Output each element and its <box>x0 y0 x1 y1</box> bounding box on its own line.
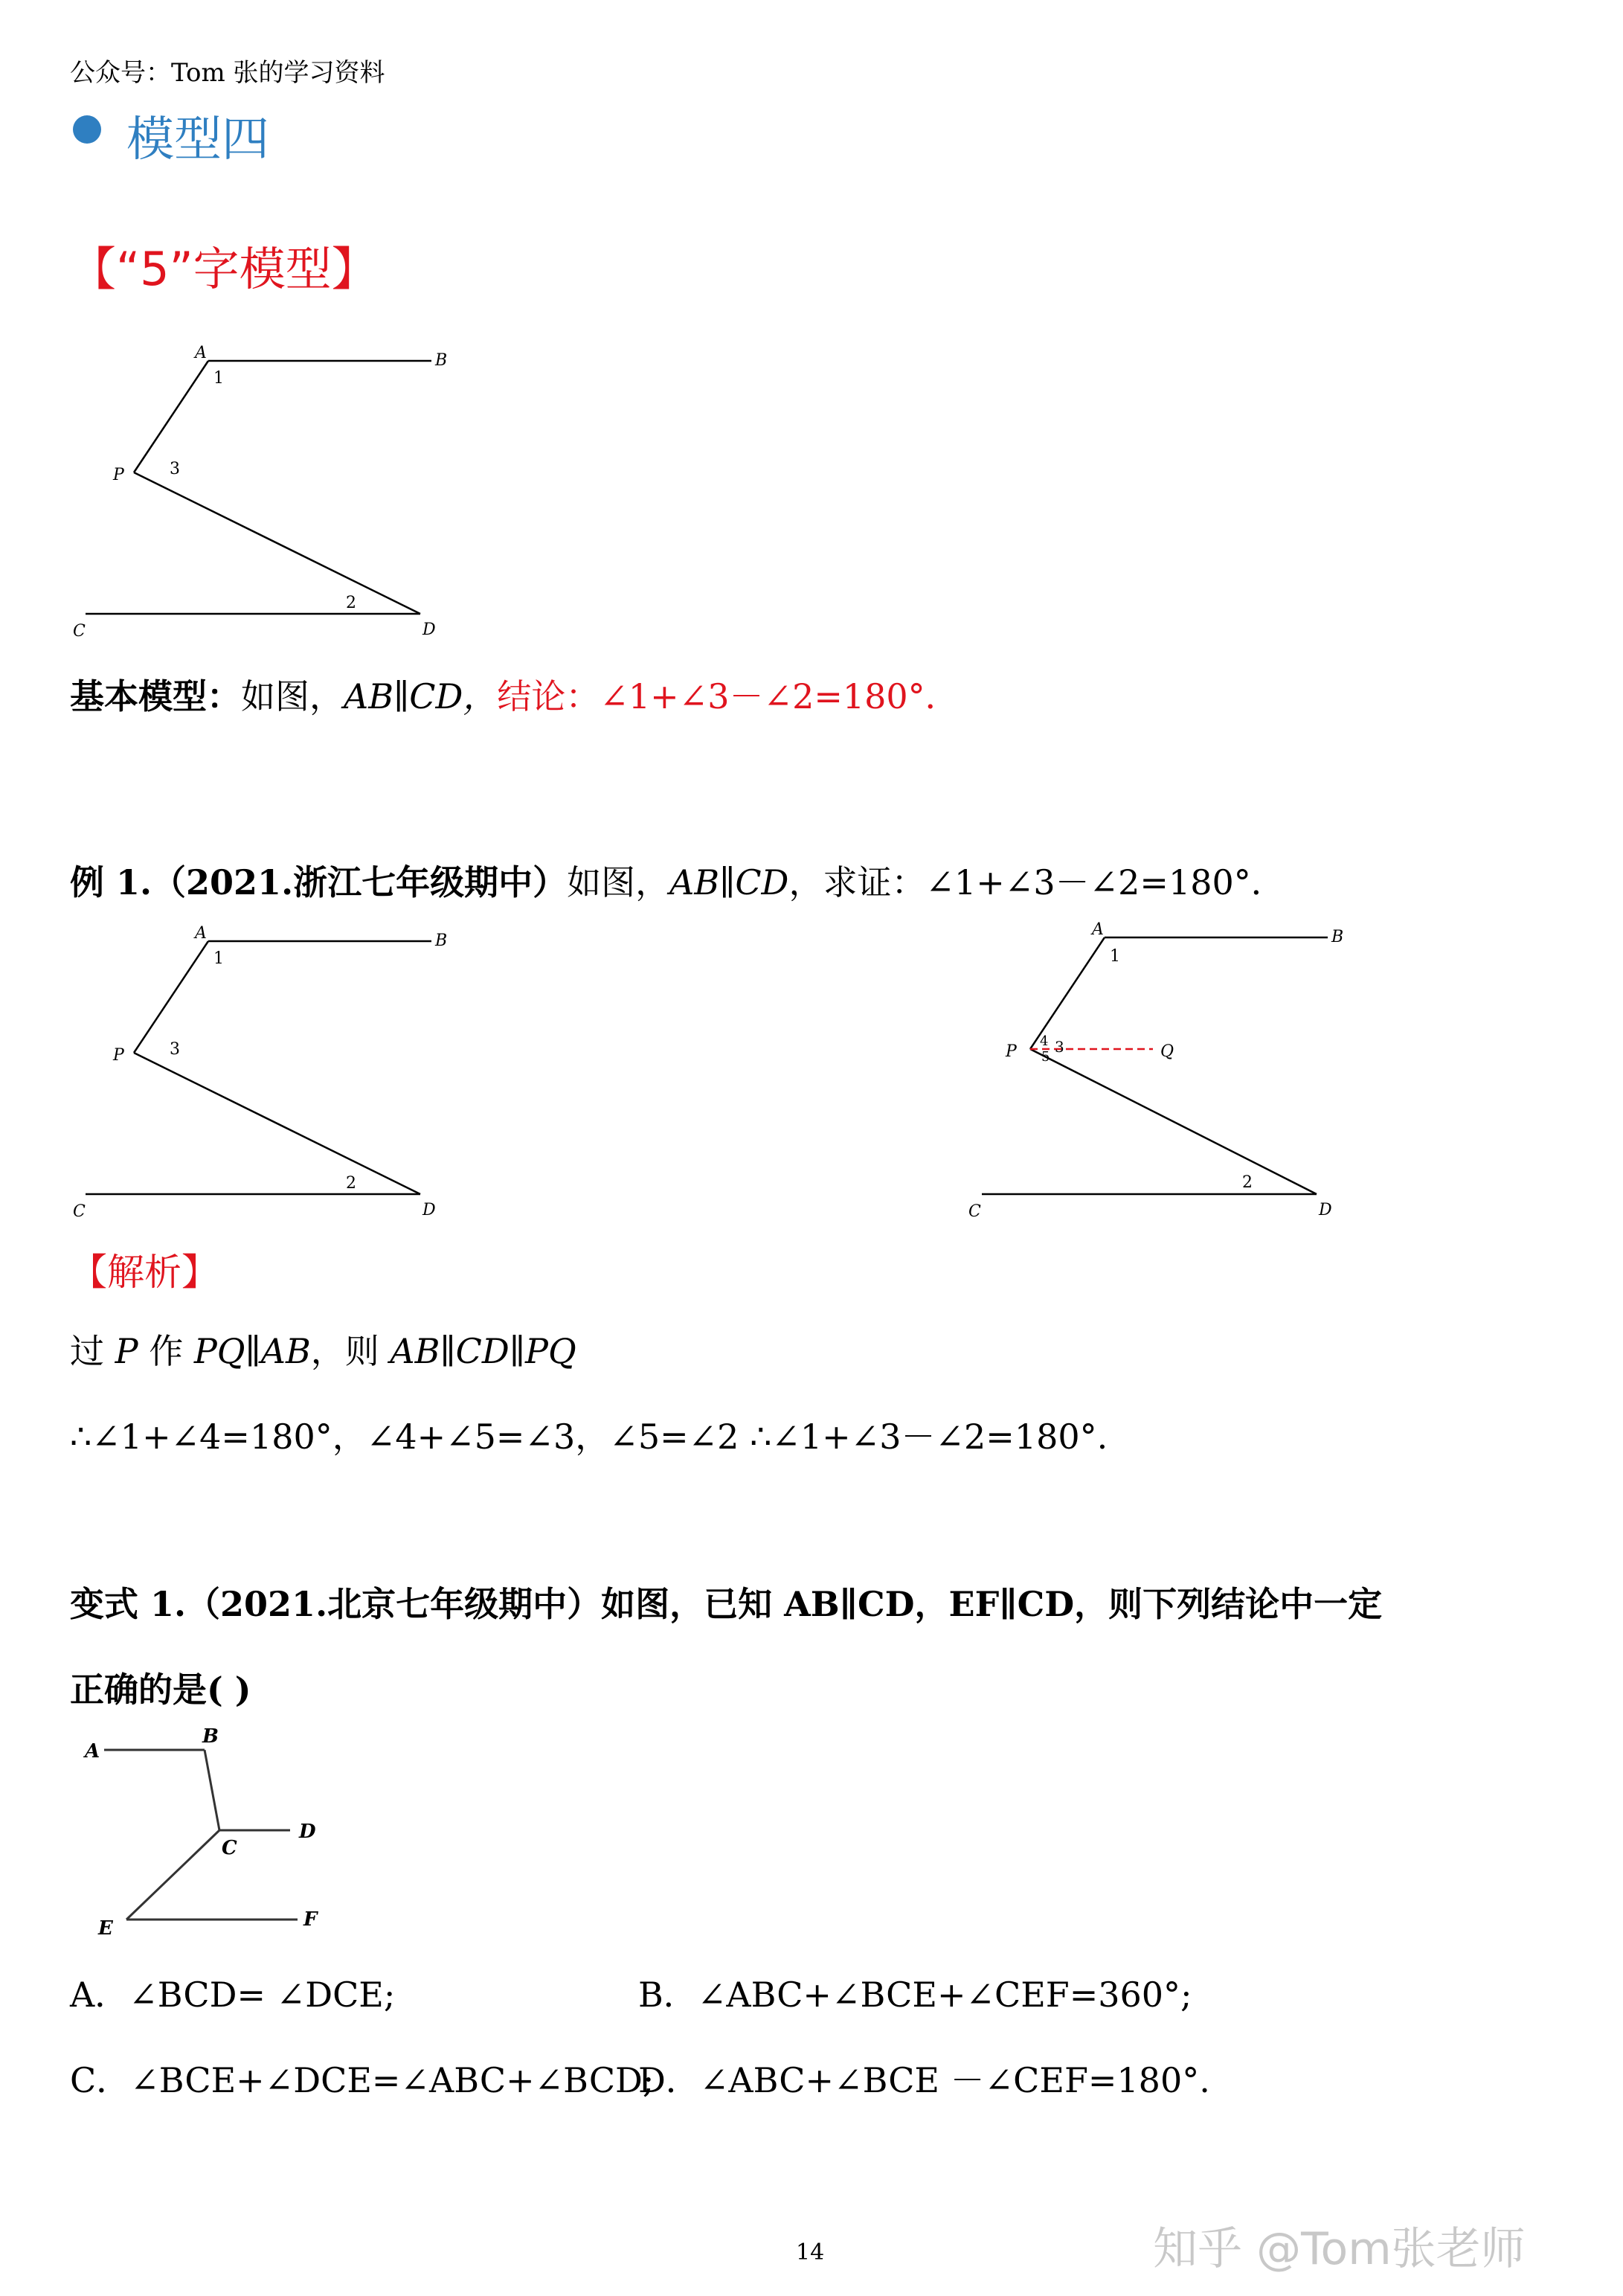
analysis-text: AB∥CD∥PQ <box>390 1331 576 1371</box>
label-C: C <box>73 622 86 641</box>
analysis-text: 作 <box>138 1331 194 1371</box>
label-P: P <box>113 466 124 484</box>
angle-5-label: 5 <box>1041 1049 1050 1065</box>
analysis-text: 过 <box>70 1331 115 1371</box>
label-A: A <box>195 344 207 362</box>
label-D: D <box>299 1821 316 1843</box>
variant1-line-2: 正确的是( ) <box>70 1670 251 1710</box>
label-A: A <box>85 1740 100 1763</box>
variant1-line-1 <box>70 1577 1382 1626</box>
label-D: D <box>422 621 436 639</box>
basic-model-conclusion: 结论：∠1+∠3－∠2=180°． <box>497 676 960 716</box>
label-D: D <box>1319 1201 1332 1219</box>
angle-3-label: 3 <box>170 460 180 478</box>
label-Q: Q <box>1160 1042 1174 1061</box>
angle-1-label: 1 <box>213 949 224 968</box>
header-note: 公众号：Tom 张的学习资料 <box>70 58 385 88</box>
angle-1-label: 1 <box>213 369 224 388</box>
label-E: E <box>98 1917 113 1940</box>
figure-example-left <box>67 919 469 1231</box>
label-B: B <box>435 931 448 950</box>
analysis-text: ，则 <box>310 1331 391 1371</box>
analysis-line-1 <box>70 1324 576 1373</box>
label-C: C <box>968 1202 981 1221</box>
angle-1-label: 1 <box>1110 947 1120 966</box>
watermark: 知乎 @Tom张老师 <box>1153 2223 1526 2275</box>
label-D: D <box>422 1201 436 1219</box>
analysis-tag: 【解析】 <box>70 1251 219 1294</box>
label-A: A <box>1092 920 1104 939</box>
example1-prefix: 例 1.（2021.浙江七年级期中） <box>70 862 568 902</box>
section-title: 模型四 <box>126 112 269 167</box>
analysis-line-2: ∴∠1+∠4=180°，∠4+∠5=∠3，∠5=∠2 ∴∠1+∠3－∠2=180°. <box>70 1417 1108 1457</box>
example1-line <box>70 856 1285 905</box>
option-a: A．∠BCD= ∠DCE; <box>70 1975 396 2015</box>
figure-basic-model <box>67 339 469 651</box>
option-b: B．∠ABC+∠BCE+∠CEF=360°; <box>638 1975 1192 2015</box>
analysis-text: PQ∥AB <box>193 1331 311 1371</box>
example1-claim: ，求证：∠1+∠3－∠2=180°． <box>788 862 1285 902</box>
angle-4-label: 4 <box>1040 1033 1049 1049</box>
label-C: C <box>73 1202 86 1221</box>
basic-model-condition: AB∥CD， <box>344 676 498 716</box>
variant1-text: 变式 1.（2021.北京七年级期中）如图，已知 AB∥CD，EF∥CD，则下列结论中一定 <box>70 1584 1383 1624</box>
label-C: C <box>222 1837 237 1859</box>
basic-model-text: 如图， <box>241 676 344 716</box>
label-P: P <box>1006 1042 1017 1061</box>
model-title: 【“5”字模型】 <box>70 242 378 296</box>
option-c: C．∠BCE+∠DCE=∠ABC+∠BCD; <box>70 2060 655 2100</box>
basic-model-label: 基本模型： <box>70 676 241 716</box>
page-number: 14 <box>796 2239 825 2265</box>
figure-variant <box>82 1726 350 1949</box>
label-A: A <box>195 924 207 943</box>
label-P: P <box>113 1046 124 1065</box>
angle-2-label: 2 <box>346 1174 356 1193</box>
angle-3-label: 3 <box>170 1040 180 1059</box>
label-F: F <box>303 1908 318 1931</box>
label-B: B <box>1331 928 1344 946</box>
label-B: B <box>202 1726 219 1748</box>
basic-model-line <box>70 670 960 719</box>
example1-condition: AB∥CD <box>669 862 789 902</box>
angle-3-label: 3 <box>1055 1038 1064 1056</box>
label-B: B <box>435 351 448 370</box>
option-d: D．∠ABC+∠BCE －∠CEF=180°. <box>638 2060 1210 2100</box>
angle-2-label: 2 <box>346 594 356 612</box>
angle-2-label: 2 <box>1242 1173 1253 1192</box>
bullet-dot <box>73 115 101 144</box>
example1-text: 如图， <box>567 862 670 902</box>
analysis-text: P <box>115 1331 138 1371</box>
figure-example-right <box>960 915 1376 1228</box>
